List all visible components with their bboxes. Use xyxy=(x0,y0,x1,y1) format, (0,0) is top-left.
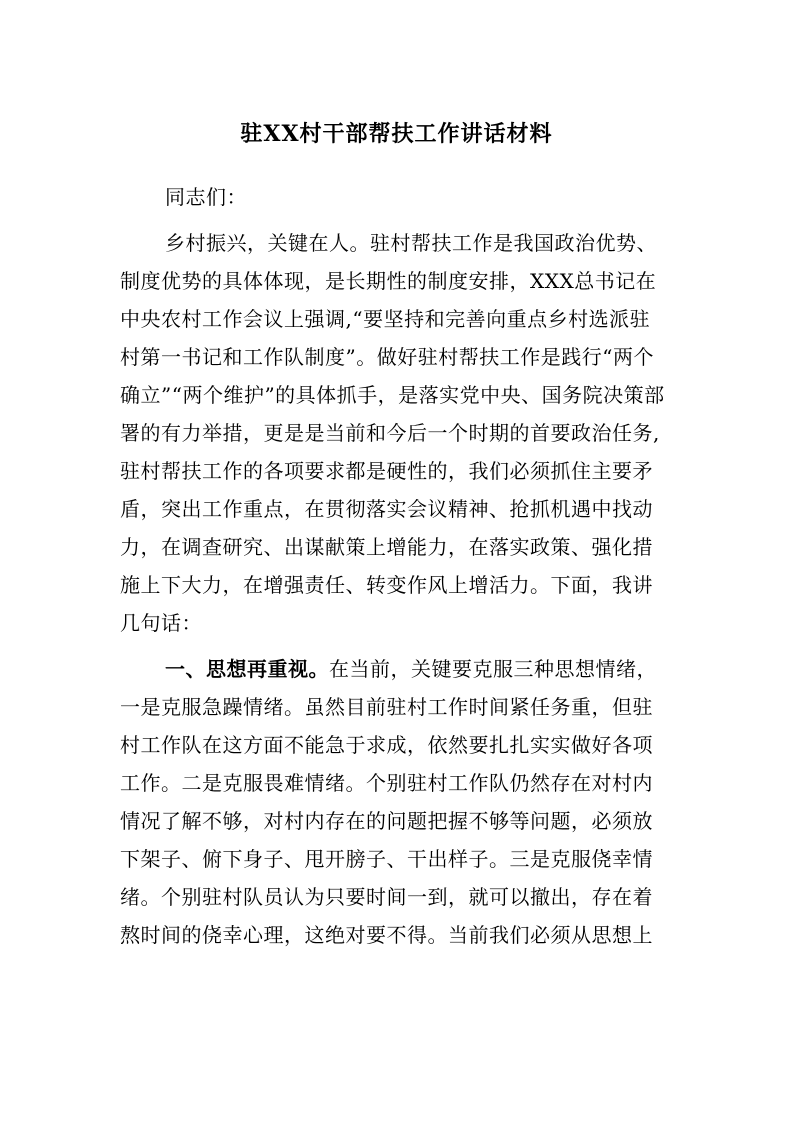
salutation: 同志们： xyxy=(165,185,247,209)
section1-first-line-text: 在当前，关键要克服三种思想情绪， xyxy=(329,657,657,681)
section1-line: 情况了解不够，对村内存在的问题把握不够等问题，必须放 xyxy=(120,809,653,833)
section1-line: 一是克服急躁情绪。虽然目前驻村工作时间紧任务重，但驻 xyxy=(120,695,653,719)
section1-line: 村工作队在这方面不能急于求成，依然要扎扎实实做好各项 xyxy=(120,733,653,757)
section1-first-line xyxy=(165,654,680,684)
paragraph1-line: 盾，突出工作重点，在贯彻落实会议精神、抢抓机遇中找动 xyxy=(120,497,653,521)
section1-line: 熬时间的侥幸心理，这绝对要不得。当前我们必须从思想上 xyxy=(120,923,653,947)
paragraph1-line: 力，在调查研究、出谋献策上增能力，在落实政策、强化措 xyxy=(120,535,653,559)
paragraph1-line: 中央农村工作会议上强调,“要坚持和完善向重点乡村选派驻 xyxy=(120,307,651,331)
paragraph1-line: 署的有力举措，更是是当前和今后一个时期的首要政治任务, xyxy=(120,421,660,445)
section1-line: 下架子、俯下身子、甩开膀子、干出样子。三是克服侥幸情 xyxy=(120,847,653,871)
section1-heading: 一、思想再重视。 xyxy=(165,657,329,681)
paragraph1-line: 乡村振兴，关键在人。驻村帮扶工作是我国政治优势、 xyxy=(165,231,657,255)
paragraph1-line: 制度优势的具体体现，是长期性的制度安排，XXX总书记在 xyxy=(120,269,657,293)
paragraph1-line: 确立”“两个维护”的具体抓手，是落实党中央、国务院决策部 xyxy=(120,383,665,407)
section1-line: 绪。个别驻村队员认为只要时间一到，就可以撤出，存在着 xyxy=(120,885,653,909)
paragraph1-line: 驻村帮扶工作的各项要求都是硬性的，我们必须抓住主要矛 xyxy=(120,459,653,483)
paragraph1-line: 施上下大力，在增强责任、转变作风上增活力。下面，我讲 xyxy=(120,573,653,597)
section1-line: 工作。二是克服畏难情绪。个别驻村工作队仍然存在对村内 xyxy=(120,771,653,795)
document-title: 驻XX村干部帮扶工作讲话材料 xyxy=(240,121,553,147)
paragraph1-line: 几句话： xyxy=(120,611,202,635)
paragraph1-line: 村第一书记和工作队制度”。做好驻村帮扶工作是践行“两个 xyxy=(120,345,654,369)
